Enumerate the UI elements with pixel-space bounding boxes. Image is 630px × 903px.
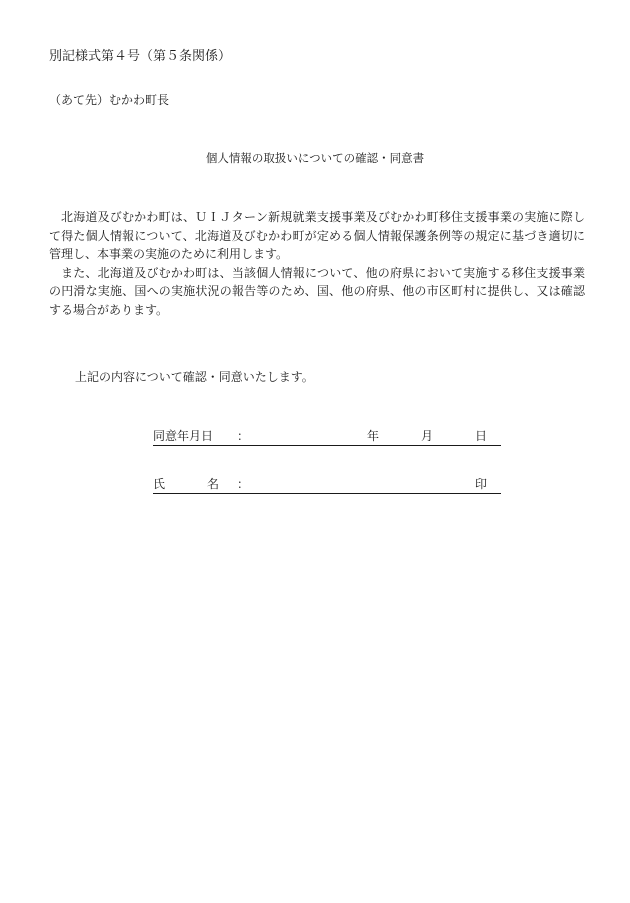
form-number: 別記様式第４号（第５条関係） bbox=[49, 49, 232, 64]
year-unit: 年 bbox=[367, 429, 380, 443]
seal-mark: 印 bbox=[475, 477, 488, 491]
body-text bbox=[49, 208, 585, 319]
month-unit: 月 bbox=[421, 429, 434, 443]
name-field[interactable] bbox=[153, 476, 501, 494]
paragraph-usage: 北海道及びむかわ町は、ＵＩＪターン新規就業支援事業及びむかわ町移住支援事業の実施に際して得た個人情報について、北海道及びむかわ町が定める個人情報保護条例等の規定に基づき適切に管理し、本事業の実施のために利用します。 bbox=[49, 210, 585, 261]
addressee: （あて先）むかわ町長 bbox=[49, 93, 170, 107]
day-unit: 日 bbox=[475, 429, 488, 443]
consent-date-field[interactable] bbox=[153, 428, 501, 446]
name-label-part1: 氏 bbox=[153, 477, 166, 491]
date-colon: ： bbox=[237, 429, 250, 443]
paragraph-provision: また、北海道及びむかわ町は、当該個人情報について、他の府県において実施する移住支援事業の円滑な実施、国への実施状況の報告等のため、国、他の府県、他の市区町村に提供し、又は確認する場合があります。 bbox=[49, 265, 585, 317]
name-colon: ： bbox=[237, 477, 250, 491]
document-title: 個人情報の取扱いについての確認・同意書 bbox=[205, 151, 425, 165]
consent-statement: 上記の内容について確認・同意いたします。 bbox=[75, 370, 314, 384]
name-label-part2: 名 bbox=[207, 477, 220, 491]
consent-date-label: 同意年月日 bbox=[153, 429, 214, 443]
